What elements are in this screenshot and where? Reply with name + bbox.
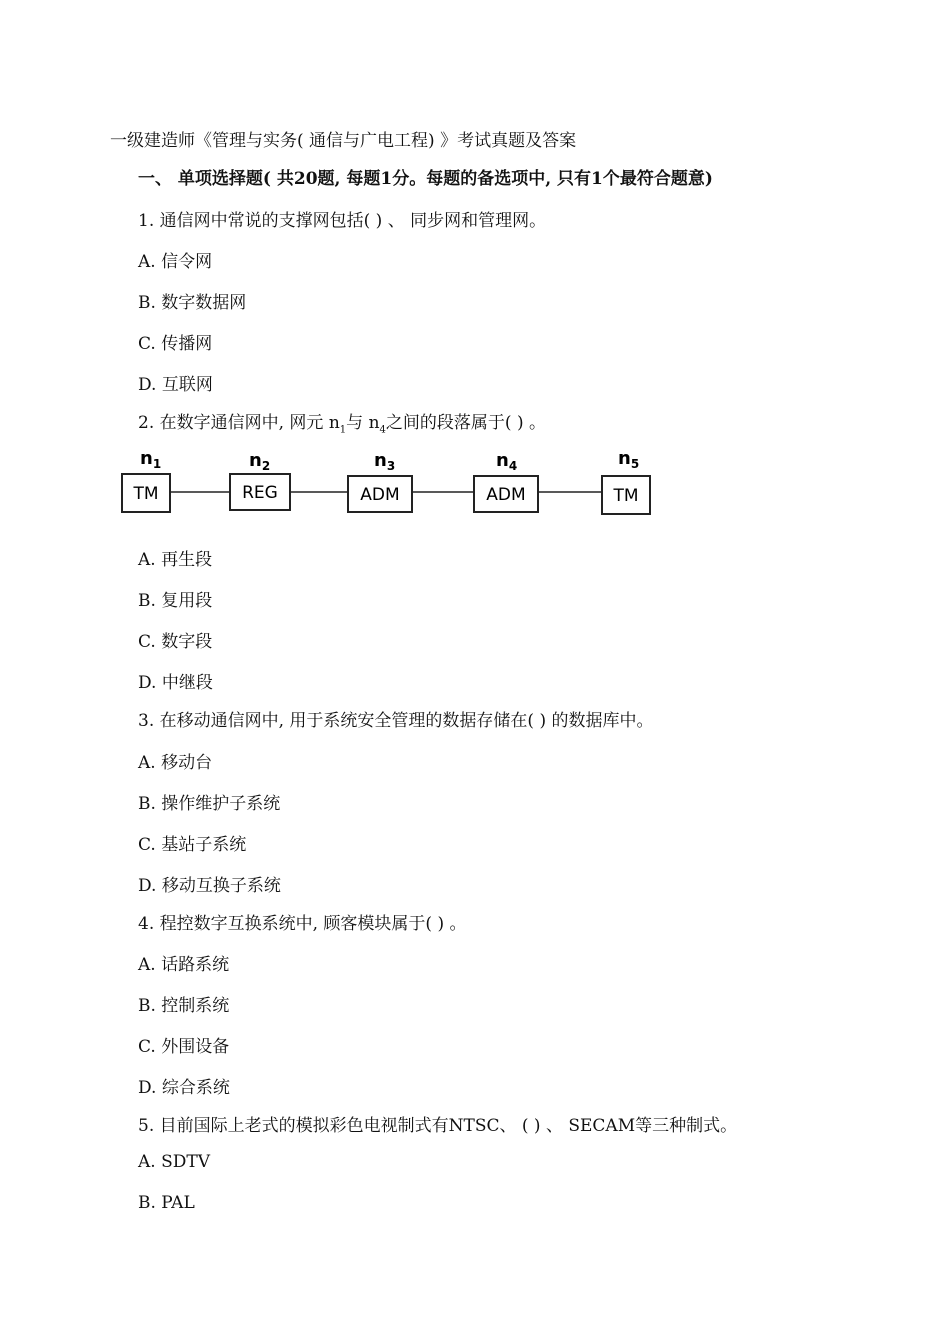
q2-stem-mid: 与 n [346, 413, 380, 433]
question-2-option-d: D. 中继段 [138, 673, 213, 693]
node-label-n5 [618, 448, 639, 471]
node-label-n4-id: n [496, 450, 509, 471]
question-3-option-c: C. 基站子系统 [138, 835, 247, 855]
node-label-n2-id: n [249, 450, 262, 471]
node-box-label-n5: TM [613, 486, 639, 506]
node-label-n4 [496, 450, 517, 473]
document-title: 一级建造师《管理与实务( 通信与广电工程) 》考试真题及答案 [110, 131, 577, 151]
network-diagram [118, 446, 658, 524]
question-5-option-b: B. PAL [138, 1193, 195, 1213]
question-1-stem: 1. 通信网中常说的支撑网包括( ) 、 同步网和管理网。 [138, 211, 547, 231]
question-2-option-b: B. 复用段 [138, 591, 213, 611]
node-box-label-n4: ADM [486, 485, 526, 505]
network-diagram-svg [118, 446, 658, 524]
question-3-option-b: B. 操作维护子系统 [138, 794, 281, 814]
q2-stem-pre: 2. 在数字通信网中, 网元 n [138, 413, 340, 433]
question-1-option-c: C. 传播网 [138, 334, 213, 354]
question-4-option-d: D. 综合系统 [138, 1078, 230, 1098]
node-label-n2-sub: 2 [261, 459, 271, 473]
node-box-label-n3: ADM [360, 485, 400, 505]
question-2-option-c: C. 数字段 [138, 632, 213, 652]
question-1-option-d: D. 互联网 [138, 375, 213, 395]
question-4-option-a: A. 话路系统 [138, 955, 230, 975]
node-label-n1-id: n [140, 448, 153, 469]
node-label-n4-sub: 4 [508, 459, 518, 473]
question-3-option-d: D. 移动互换子系统 [138, 876, 281, 896]
question-5-stem: 5. 目前国际上老式的模拟彩色电视制式有NTSC、 ( ) 、 SECAM等三种制式。 [138, 1116, 738, 1136]
question-4-option-c: C. 外围设备 [138, 1037, 230, 1057]
q2-stem-sub1: 1 [339, 424, 347, 436]
node-box-label-n2: REG [242, 483, 278, 503]
node-label-n5-sub: 5 [630, 457, 640, 471]
node-label-n3-sub: 3 [386, 459, 396, 473]
question-3-option-a: A. 移动台 [138, 753, 213, 773]
node-label-n1-sub: 1 [152, 457, 162, 471]
node-label-n3-id: n [374, 450, 387, 471]
node-label-n1 [140, 448, 161, 471]
question-4-option-b: B. 控制系统 [138, 996, 230, 1016]
question-1-option-b: B. 数字数据网 [138, 293, 247, 313]
node-label-n5-id: n [618, 448, 631, 469]
node-label-n2 [249, 450, 270, 473]
question-4-stem: 4. 程控数字互换系统中, 顾客模块属于( ) 。 [138, 914, 467, 934]
question-1-option-a: A. 信令网 [138, 252, 213, 272]
question-3-stem: 3. 在移动通信网中, 用于系统安全管理的数据存储在( ) 的数据库中。 [138, 711, 654, 731]
question-5-option-a: A. SDTV [138, 1152, 210, 1172]
node-box-label-n1: TM [133, 484, 159, 504]
node-label-n3 [374, 450, 395, 473]
section-heading: 一、 单项选择题( 共20题, 每题1分。每题的备选项中, 只有1个最符合题意) [138, 169, 713, 189]
q2-stem-sub2: 4 [379, 424, 386, 436]
question-2-option-a: A. 再生段 [138, 550, 213, 570]
q2-stem-post: 之间的段落属于( ) 。 [385, 413, 546, 433]
question-2-stem [138, 408, 546, 435]
